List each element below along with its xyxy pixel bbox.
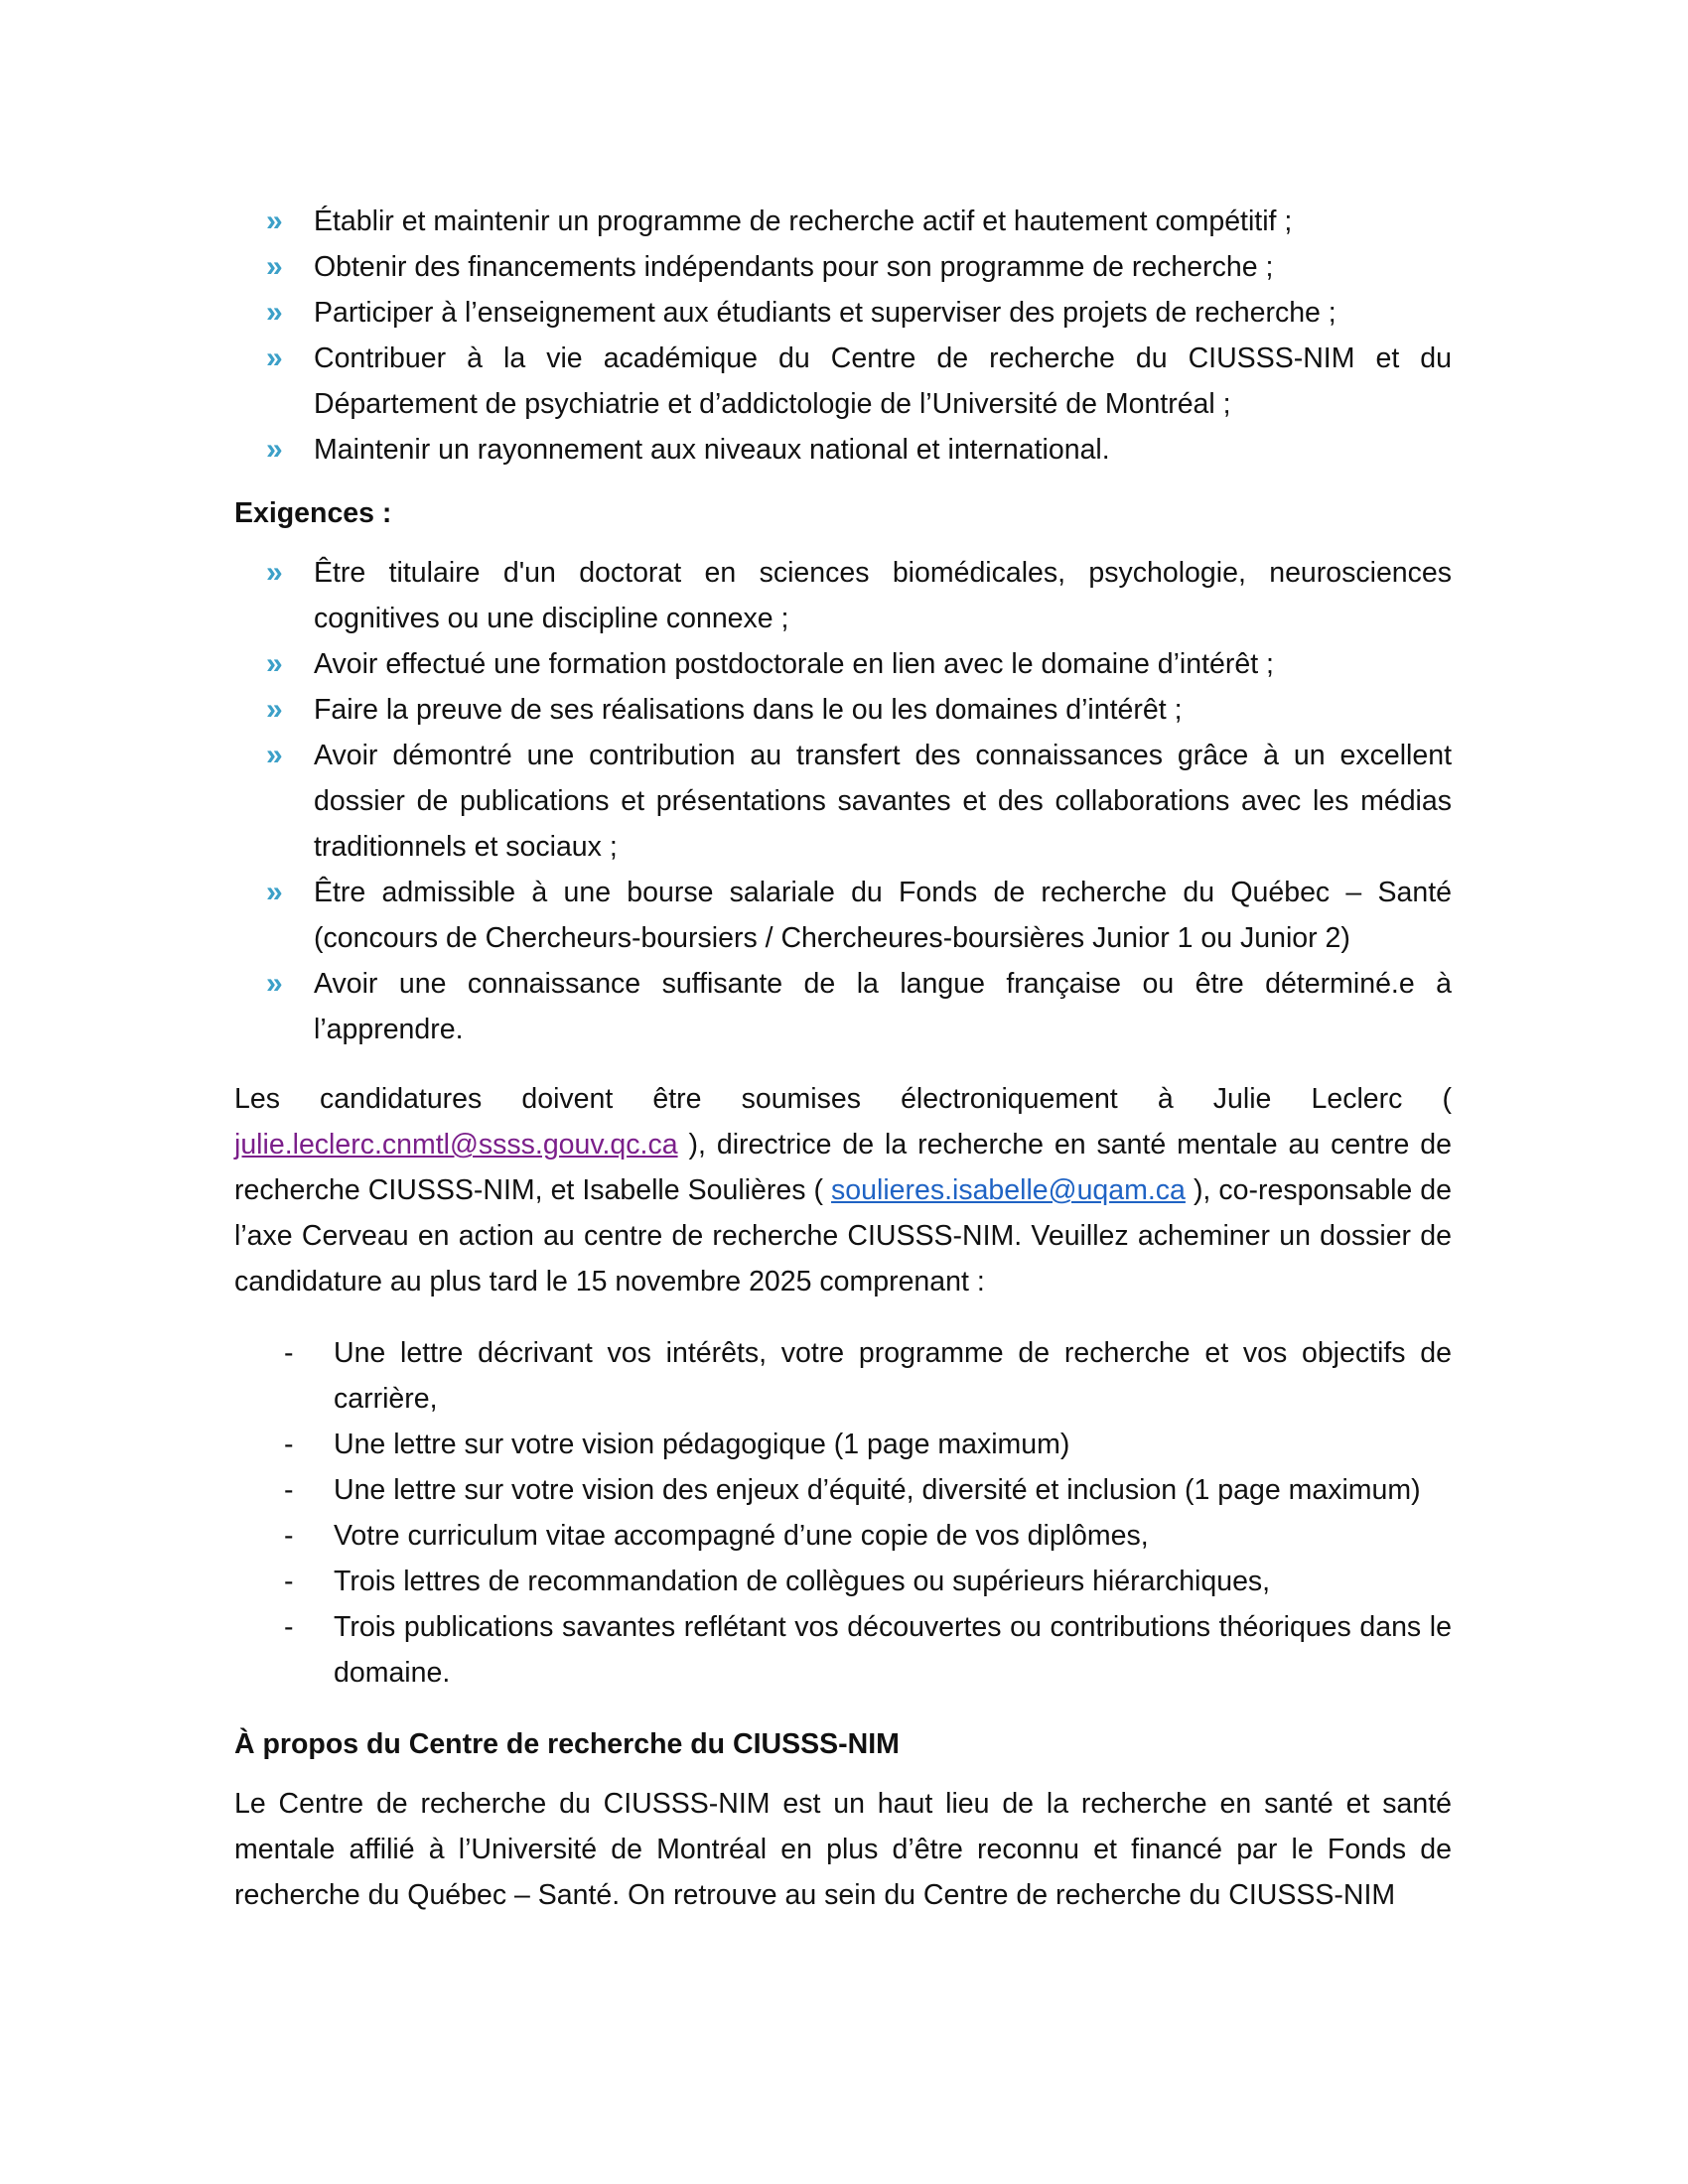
responsibilities-list [234,199,1452,473]
chevron-bullet-icon: » [266,647,283,680]
email-link-julie-leclerc[interactable]: julie.leclerc.cnmtl@ssss.gouv.qc.ca [234,1129,678,1160]
documents-list [234,1330,1452,1696]
chevron-bullet-icon: » [266,693,283,726]
list-item: » Avoir démontré une contribution au transfert des connaissances grâce à un excellent dossier de publications et présentations savantes et des collaborations avec les médias traditionnels et sociaux ; [234,733,1452,870]
list-item: » Avoir effectué une formation postdoctorale en lien avec le domaine d’intérêt ; [234,641,1452,687]
list-item: » Être titulaire d'un doctorat en sciences biomédicales, psychologie, neurosciences cognitives ou une discipline connexe ; [234,550,1452,641]
list-item: » Obtenir des financements indépendants pour son programme de recherche ; [234,244,1452,290]
list-item: » Avoir une connaissance suffisante de la langue française ou être déterminé.e à l’apprendre. [234,961,1452,1052]
chevron-bullet-icon: » [266,967,283,1000]
dash-bullet-icon: - [284,1337,294,1369]
list-item: » Établir et maintenir un programme de recherche actif et hautement compétitif ; [234,199,1452,244]
requirements-heading: Exigences : [234,497,392,529]
list-item: » Être admissible à une bourse salariale du Fonds de recherche du Québec – Santé (concours de Chercheurs-boursiers / Chercheures-boursières Junior 1 ou Junior 2) [234,870,1452,961]
chevron-bullet-icon: » [266,876,283,908]
dash-bullet-icon: - [284,1611,294,1643]
list-item: » Maintenir un rayonnement aux niveaux national et international. [234,427,1452,473]
list-item: » Participer à l’enseignement aux étudiants et superviser des projets de recherche ; [234,290,1452,336]
list-item: - Une lettre sur votre vision des enjeux d’équité, diversité et inclusion (1 page maximum) [234,1467,1452,1513]
list-item: - Une lettre décrivant vos intérêts, votre programme de recherche et vos objectifs de carrière, [234,1330,1452,1422]
list-item: » Contribuer à la vie académique du Centre de recherche du CIUSSS-NIM et du Département de psychiatrie et d’addictologie de l’Université de Montréal ; [234,336,1452,427]
chevron-bullet-icon: » [266,556,283,589]
dash-bullet-icon: - [284,1566,294,1597]
application-paragraph: Les candidatures doivent être soumises électroniquement à Julie Leclerc ( julie.leclerc.cnmtl@ssss.gouv.qc.ca ), directrice de la recherche en santé mentale au centre de recherche CIUSSS-NIM, et Isabelle Soulières ( soulieres.isabelle@uqam.ca ), co-responsable de l’axe Cerveau en action au centre de recherche CIUSSS-NIM. Veuillez acheminer un dossier de candidature au plus tard le 15 novembre 2025 comprenant : [234,1083,1452,1297]
chevron-bullet-icon: » [266,250,283,283]
email-link-isabelle-soulieres[interactable]: soulieres.isabelle@uqam.ca [831,1174,1186,1206]
list-item: - Trois lettres de recommandation de collègues ou supérieurs hiérarchiques, [234,1559,1452,1604]
chevron-bullet-icon: » [266,433,283,466]
chevron-bullet-icon: » [266,296,283,329]
list-item: - Trois publications savantes reflétant vos découvertes ou contributions théoriques dans le domaine. [234,1604,1452,1696]
about-paragraph: Le Centre de recherche du CIUSSS-NIM est un haut lieu de la recherche en santé et santé mentale affilié à l’Université de Montréal en plus d’être reconnu et financé par le Fonds de recherche du Québec – Santé. On retrouve au sein du Centre de recherche du CIUSSS-NIM [234,1788,1452,1911]
list-item: » Faire la preuve de ses réalisations dans le ou les domaines d’intérêt ; [234,687,1452,733]
document-page [234,199,1452,1918]
chevron-bullet-icon: » [266,739,283,771]
list-item: - Une lettre sur votre vision pédagogique (1 page maximum) [234,1422,1452,1467]
chevron-bullet-icon: » [266,341,283,374]
chevron-bullet-icon: » [266,205,283,237]
requirements-list [234,550,1452,1052]
list-item: - Votre curriculum vitae accompagné d’une copie de vos diplômes, [234,1513,1452,1559]
dash-bullet-icon: - [284,1474,294,1506]
about-heading: À propos du Centre de recherche du CIUSSS-NIM [234,1728,900,1760]
dash-bullet-icon: - [284,1429,294,1460]
dash-bullet-icon: - [284,1520,294,1552]
